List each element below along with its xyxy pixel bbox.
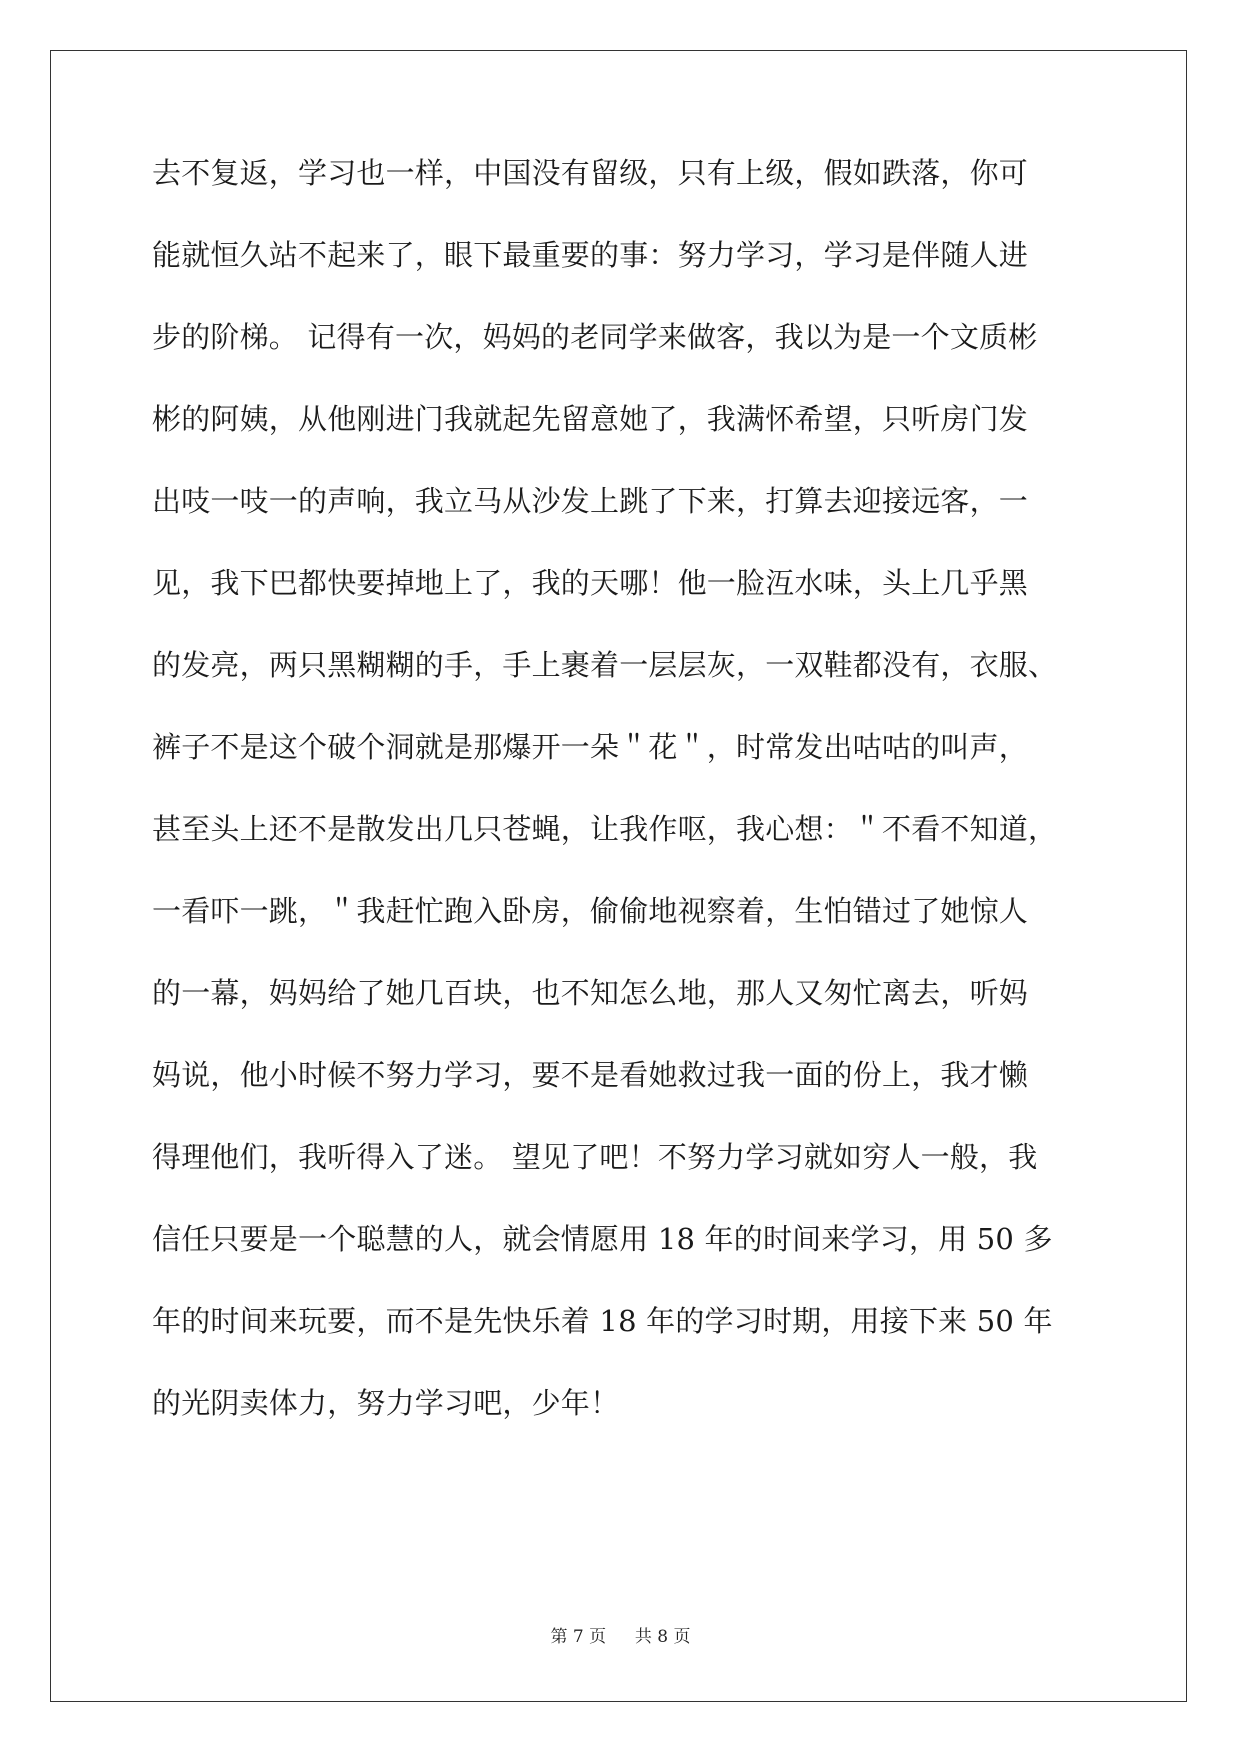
- text-line: 甚至头上还不是散发出几只苍蝇，让我作呕，我心想：＂不看不知道，: [152, 812, 1058, 846]
- page-footer: [0, 1622, 1241, 1647]
- text-line: 的光阴卖体力，努力学习吧，少年！: [152, 1386, 620, 1420]
- text-line: 的发亮，两只黑糊糊的手，手上裹着一层层灰，一双鞋都没有，衣服、: [152, 648, 1058, 682]
- text-line: 信任只要是一个聪慧的人，就会情愿用 18 年的时间来学习，用 50 多: [152, 1222, 1053, 1256]
- text-line: 得理他们，我听得入了迷。 望见了吧！不努力学习就如穷人一般，我: [152, 1140, 1038, 1174]
- text-line: 见，我下巴都快要掉地上了，我的天哪！他一脸沍水味，头上几乎黑: [152, 566, 1029, 600]
- total-page-count: 共 8 页: [634, 1627, 691, 1647]
- text-line: 年的时间来玩要，而不是先快乐着 18 年的学习时期，用接下来 50 年: [152, 1304, 1053, 1338]
- document-body: [152, 158, 1102, 1470]
- text-line: 裤子不是这个破个洞就是那爆开一朵＂花＂，时常发出咕咕的叫声，: [152, 730, 1029, 764]
- current-page-number: 第 7 页: [550, 1627, 607, 1647]
- text-line: 能就恒久站不起来了，眼下最重要的事：努力学习，学习是伴随人进: [152, 238, 1029, 272]
- text-line: 一看吓一跳，＂我赶忙跑入卧房，偷偷地视察着，生怕错过了她惊人: [152, 894, 1029, 928]
- text-line: 去不复返，学习也一样，中国没有留级，只有上级，假如跌落，你可: [152, 156, 1029, 190]
- text-line: 步的阶梯。 记得有一次，妈妈的老同学来做客，我以为是一个文质彬: [152, 320, 1038, 354]
- text-line: 妈说，他小时候不努力学习，要不是看她救过我一面的份上，我才懒: [152, 1058, 1029, 1092]
- text-line: 的一幕，妈妈给了她几百块，也不知怎么地，那人又匆忙离去，听妈: [152, 976, 1029, 1010]
- text-line: 出吱一吱一的声响，我立马从沙发上跳了下来，打算去迎接远客，一: [152, 484, 1029, 518]
- text-line: 彬的阿姨，从他刚进门我就起先留意她了，我满怀希望，只听房门发: [152, 402, 1029, 436]
